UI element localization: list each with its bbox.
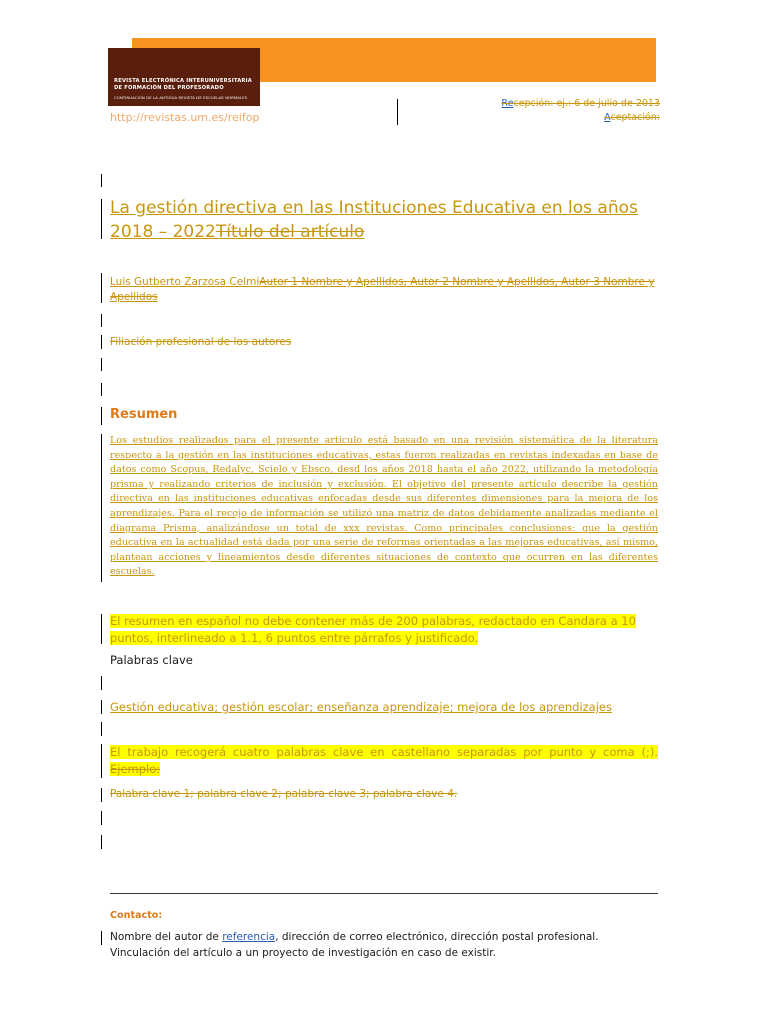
- article-title-struck: Título del artículo: [215, 222, 365, 242]
- keywords-text: Gestión educativa; gestión escolar; enseñanza aprendizaje; mejora de los aprendizajes: [110, 700, 612, 714]
- keywords-instructions: [110, 744, 658, 778]
- abstract-instructions-text: El resumen en español no debe contener más de 200 palabras, redactado en Candara a 10 puntos, interlineado a 1.1, 6 puntos entre párrafos y justificado.: [110, 614, 636, 645]
- journal-url[interactable]: http://revistas.um.es/reifop: [110, 111, 260, 124]
- abstract-instructions: [110, 613, 658, 647]
- contact-heading: Contacto:: [110, 910, 163, 921]
- header-divider: [397, 99, 398, 125]
- change-bar: [101, 835, 102, 849]
- change-bar: [101, 407, 102, 425]
- keywords-heading: Palabras clave: [110, 653, 193, 667]
- reception-text: cepción: ej.: 6 de julio de 2013: [513, 98, 660, 109]
- logo-line-1: REVISTA ELECTRÓNICA INTERUNIVERSITARIA: [114, 78, 252, 84]
- change-bar: [101, 614, 102, 644]
- change-bar: [101, 811, 102, 825]
- journal-logo: [108, 48, 260, 106]
- contact-text: [110, 930, 670, 961]
- contact-line-1-post: , dirección de correo electrónico, dirección postal profesional.: [275, 931, 599, 943]
- acceptance-text: ceptación:: [610, 112, 660, 123]
- reception-prefix: Re: [501, 98, 514, 109]
- keywords-example: Palabra clave 1; palabra clave 2; palabra clave 3; palabra clave 4.: [110, 788, 458, 800]
- authors-line: [110, 275, 658, 305]
- abstract-heading: Resumen: [110, 407, 178, 422]
- author-name: Luis Gutberto Zarzosa Celmi: [110, 276, 260, 288]
- change-bar: [101, 199, 102, 239]
- acceptance-prefix: A: [604, 112, 611, 123]
- change-bar: [101, 383, 102, 396]
- contact-line-1-pre: Nombre del autor de: [110, 931, 223, 943]
- article-title-text: La gestión directiva en las Instituciones Educativa en los años 2018 – 2022: [110, 198, 638, 242]
- change-bar: [101, 434, 102, 582]
- change-bar: [101, 931, 102, 945]
- change-bar: [101, 722, 102, 736]
- change-bar: [101, 744, 102, 778]
- abstract-text: Los estudios realizados para el presente articulo está basado en una revisión sistemática de la literatura respecto a la gestión en las instituciones educativas, estas fueron realizadas en revistas indexadas en base de datos como Scopus, Redalyc, Scielo y Ebsco, desd los años 2018 hasta el año 2022, utilizando la metodología prisma y realizando criterios de inclusión y exclusión. El objetivo del presente artículo describe la gestión directiva en las instituciones educativas enfocadas desde sus diferentes dimensiones para la mejora de los aprendizajes. Para el recojo de información se utilizó una matriz de datos debidamente analizadas mediante el diagrama Prisma, analizándose un total de xxx revistas. Como principales conclusiones: que la gestión educativa en la actualidad está dada por una serie de reformas orientadas a las mejoras educativas, así mismo, plantean acciones y lineamientos desde diferentes situaciones de contexto que ocurren en las diferentes escuelas.: [110, 435, 658, 578]
- change-bar: [101, 788, 102, 802]
- article-title: [110, 196, 670, 244]
- change-bar: [101, 174, 102, 187]
- change-bar: [101, 335, 102, 349]
- change-bar: [101, 676, 102, 690]
- contact-line-2: Vinculación del artículo a un proyecto de investigación en caso de existir.: [110, 946, 496, 959]
- acceptance-date: [604, 112, 660, 123]
- keywords-instructions-text: El trabajo recogerá cuatro palabras clave en castellano separadas por punto y coma (;).: [110, 745, 658, 759]
- footer-rule: [110, 893, 658, 894]
- change-bar: [101, 358, 102, 371]
- contact-line-1: [110, 930, 670, 946]
- reference-link[interactable]: referencia: [222, 931, 276, 943]
- keywords-example-label: Ejemplo:: [110, 762, 161, 776]
- logo-line-2: DE FORMACIÓN DEL PROFESORADO: [114, 85, 224, 91]
- change-bar: [101, 273, 102, 303]
- change-bar: [101, 700, 102, 714]
- change-bar: [101, 314, 102, 327]
- affiliation: Filiación profesional de los autores: [110, 336, 292, 348]
- reception-date: [501, 98, 660, 109]
- logo-line-3: CONTINUACIÓN DE LA ANTIGUA REVISTA DE ESCUELAS NORMALES: [114, 95, 248, 100]
- authors-struck: Autor 1 Nombre y Apellidos, Autor 2 Nombre y Apellidos, Autor 3 Nombre y Apellidos: [110, 276, 655, 303]
